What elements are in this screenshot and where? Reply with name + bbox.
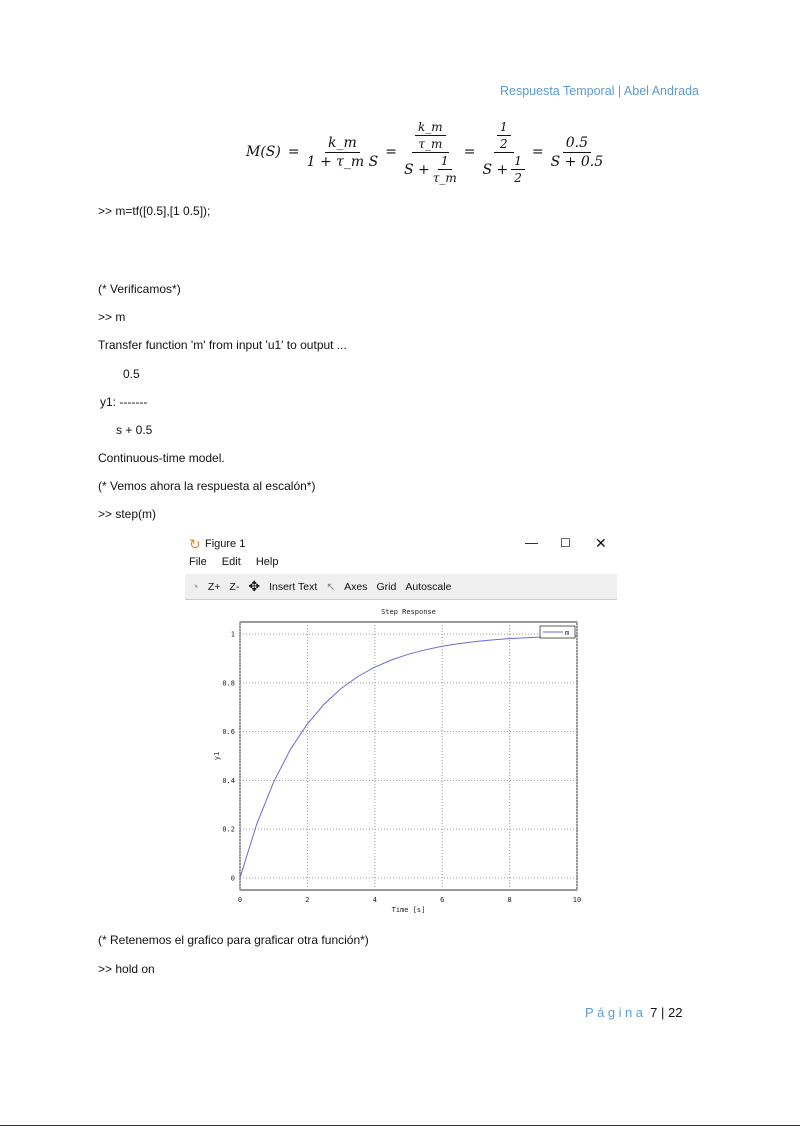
figure-title: Figure 1	[205, 538, 246, 550]
eq-den: S +	[482, 161, 509, 178]
maximize-icon[interactable]: ☐	[560, 536, 571, 550]
eq-fraction-3	[482, 119, 524, 185]
eq-fraction-4	[551, 135, 604, 170]
page-separator: |	[660, 1005, 665, 1020]
page-footer	[585, 1005, 682, 1020]
x-tick-label: 10	[572, 896, 582, 904]
close-icon[interactable]: ✕	[595, 535, 607, 551]
eq-den: 2	[499, 137, 508, 151]
eq-sign: =	[385, 144, 397, 160]
menu-file[interactable]: File	[189, 556, 207, 568]
eq-den: S +	[403, 161, 430, 178]
x-axis-label: Time [s]	[391, 906, 426, 914]
eq-den: 1 + τ_m S	[306, 153, 379, 170]
minimize-icon[interactable]: —	[525, 535, 538, 550]
eq-num: k_m	[415, 120, 446, 136]
y-tick-label: 0.8	[222, 679, 235, 688]
menu-edit[interactable]: Edit	[221, 556, 241, 568]
eq-den: τ_m	[418, 137, 443, 151]
code-line: >> step(m)	[98, 507, 157, 521]
zoom-out-button[interactable]: Z-	[229, 580, 240, 593]
page-header: Respuesta Temporal | Abel Andrada	[500, 84, 699, 98]
pan-icon[interactable]: ✥	[248, 578, 261, 594]
eq-den: S + 0.5	[550, 153, 604, 170]
figure-window-screenshot	[185, 532, 617, 922]
x-tick-label: 8	[507, 896, 512, 904]
y-tick-label: 0.2	[222, 825, 235, 834]
page-number: 7	[650, 1005, 658, 1020]
eq-num: 1	[497, 120, 511, 136]
menu-help[interactable]: Help	[255, 556, 279, 568]
eq-lhs: M(S)	[246, 144, 281, 160]
x-tick-label: 4	[372, 896, 377, 904]
y-tick-label: 1	[230, 630, 235, 639]
output-denominator: s + 0.5	[116, 423, 153, 437]
y-tick-label: 0.6	[222, 728, 235, 737]
comment-line: (* Verificamos*)	[98, 282, 181, 296]
step-response-chart	[185, 532, 617, 922]
x-tick-label: 0	[237, 896, 243, 904]
grid-button[interactable]: Grid	[376, 580, 397, 593]
page-label: Página	[585, 1005, 647, 1020]
transfer-function-equation	[246, 112, 603, 192]
eq-num: k_m	[325, 135, 360, 153]
axes-button[interactable]: Axes	[344, 580, 368, 593]
y-tick-label: 0	[230, 874, 235, 883]
code-line: >> m=tf([0.5],[1 0.5]);	[98, 204, 211, 218]
page-bottom-border	[0, 1125, 800, 1126]
eq-num: 0.5	[563, 135, 591, 153]
output-line: Continuous-time model.	[98, 451, 225, 465]
rotate-icon[interactable]: ◔	[191, 579, 199, 594]
x-tick-label: 2	[305, 896, 310, 904]
eq-num: 1	[438, 154, 452, 170]
eq-num: 1	[511, 154, 525, 170]
comment-line: (* Vemos ahora la respuesta al escalón*)	[98, 479, 316, 493]
octave-logo-icon: ↻	[189, 536, 201, 552]
autoscale-button[interactable]: Autoscale	[405, 580, 452, 593]
output-numerator: 0.5	[123, 367, 140, 381]
output-line: Transfer function 'm' from input 'u1' to output ...	[98, 338, 347, 352]
eq-sign: =	[287, 144, 300, 160]
legend-label: m	[565, 629, 570, 637]
y-tick-label: 0.4	[222, 776, 235, 785]
chart-title: Step Response	[381, 608, 436, 616]
eq-fraction-1	[307, 135, 379, 170]
x-tick-label: 6	[440, 896, 445, 904]
y-axis-label: y1	[213, 751, 221, 761]
eq-den: 2	[514, 171, 522, 185]
select-pointer-icon[interactable]: ↖	[326, 580, 336, 593]
insert-text-button[interactable]: Insert Text	[269, 580, 318, 593]
page-total: 22	[667, 1005, 683, 1020]
eq-fraction-2	[404, 119, 457, 185]
plot-area	[240, 622, 577, 890]
eq-sign: =	[531, 144, 544, 160]
comment-line: (* Retenemos el grafico para graficar otra función*)	[98, 933, 369, 947]
eq-sign: =	[463, 144, 476, 160]
code-line: >> m	[98, 310, 126, 324]
code-line: >> hold on	[98, 962, 155, 976]
zoom-in-button[interactable]: Z+	[207, 580, 221, 593]
eq-den: τ_m	[432, 171, 457, 185]
output-fraction-line: y1: -------	[100, 395, 148, 409]
